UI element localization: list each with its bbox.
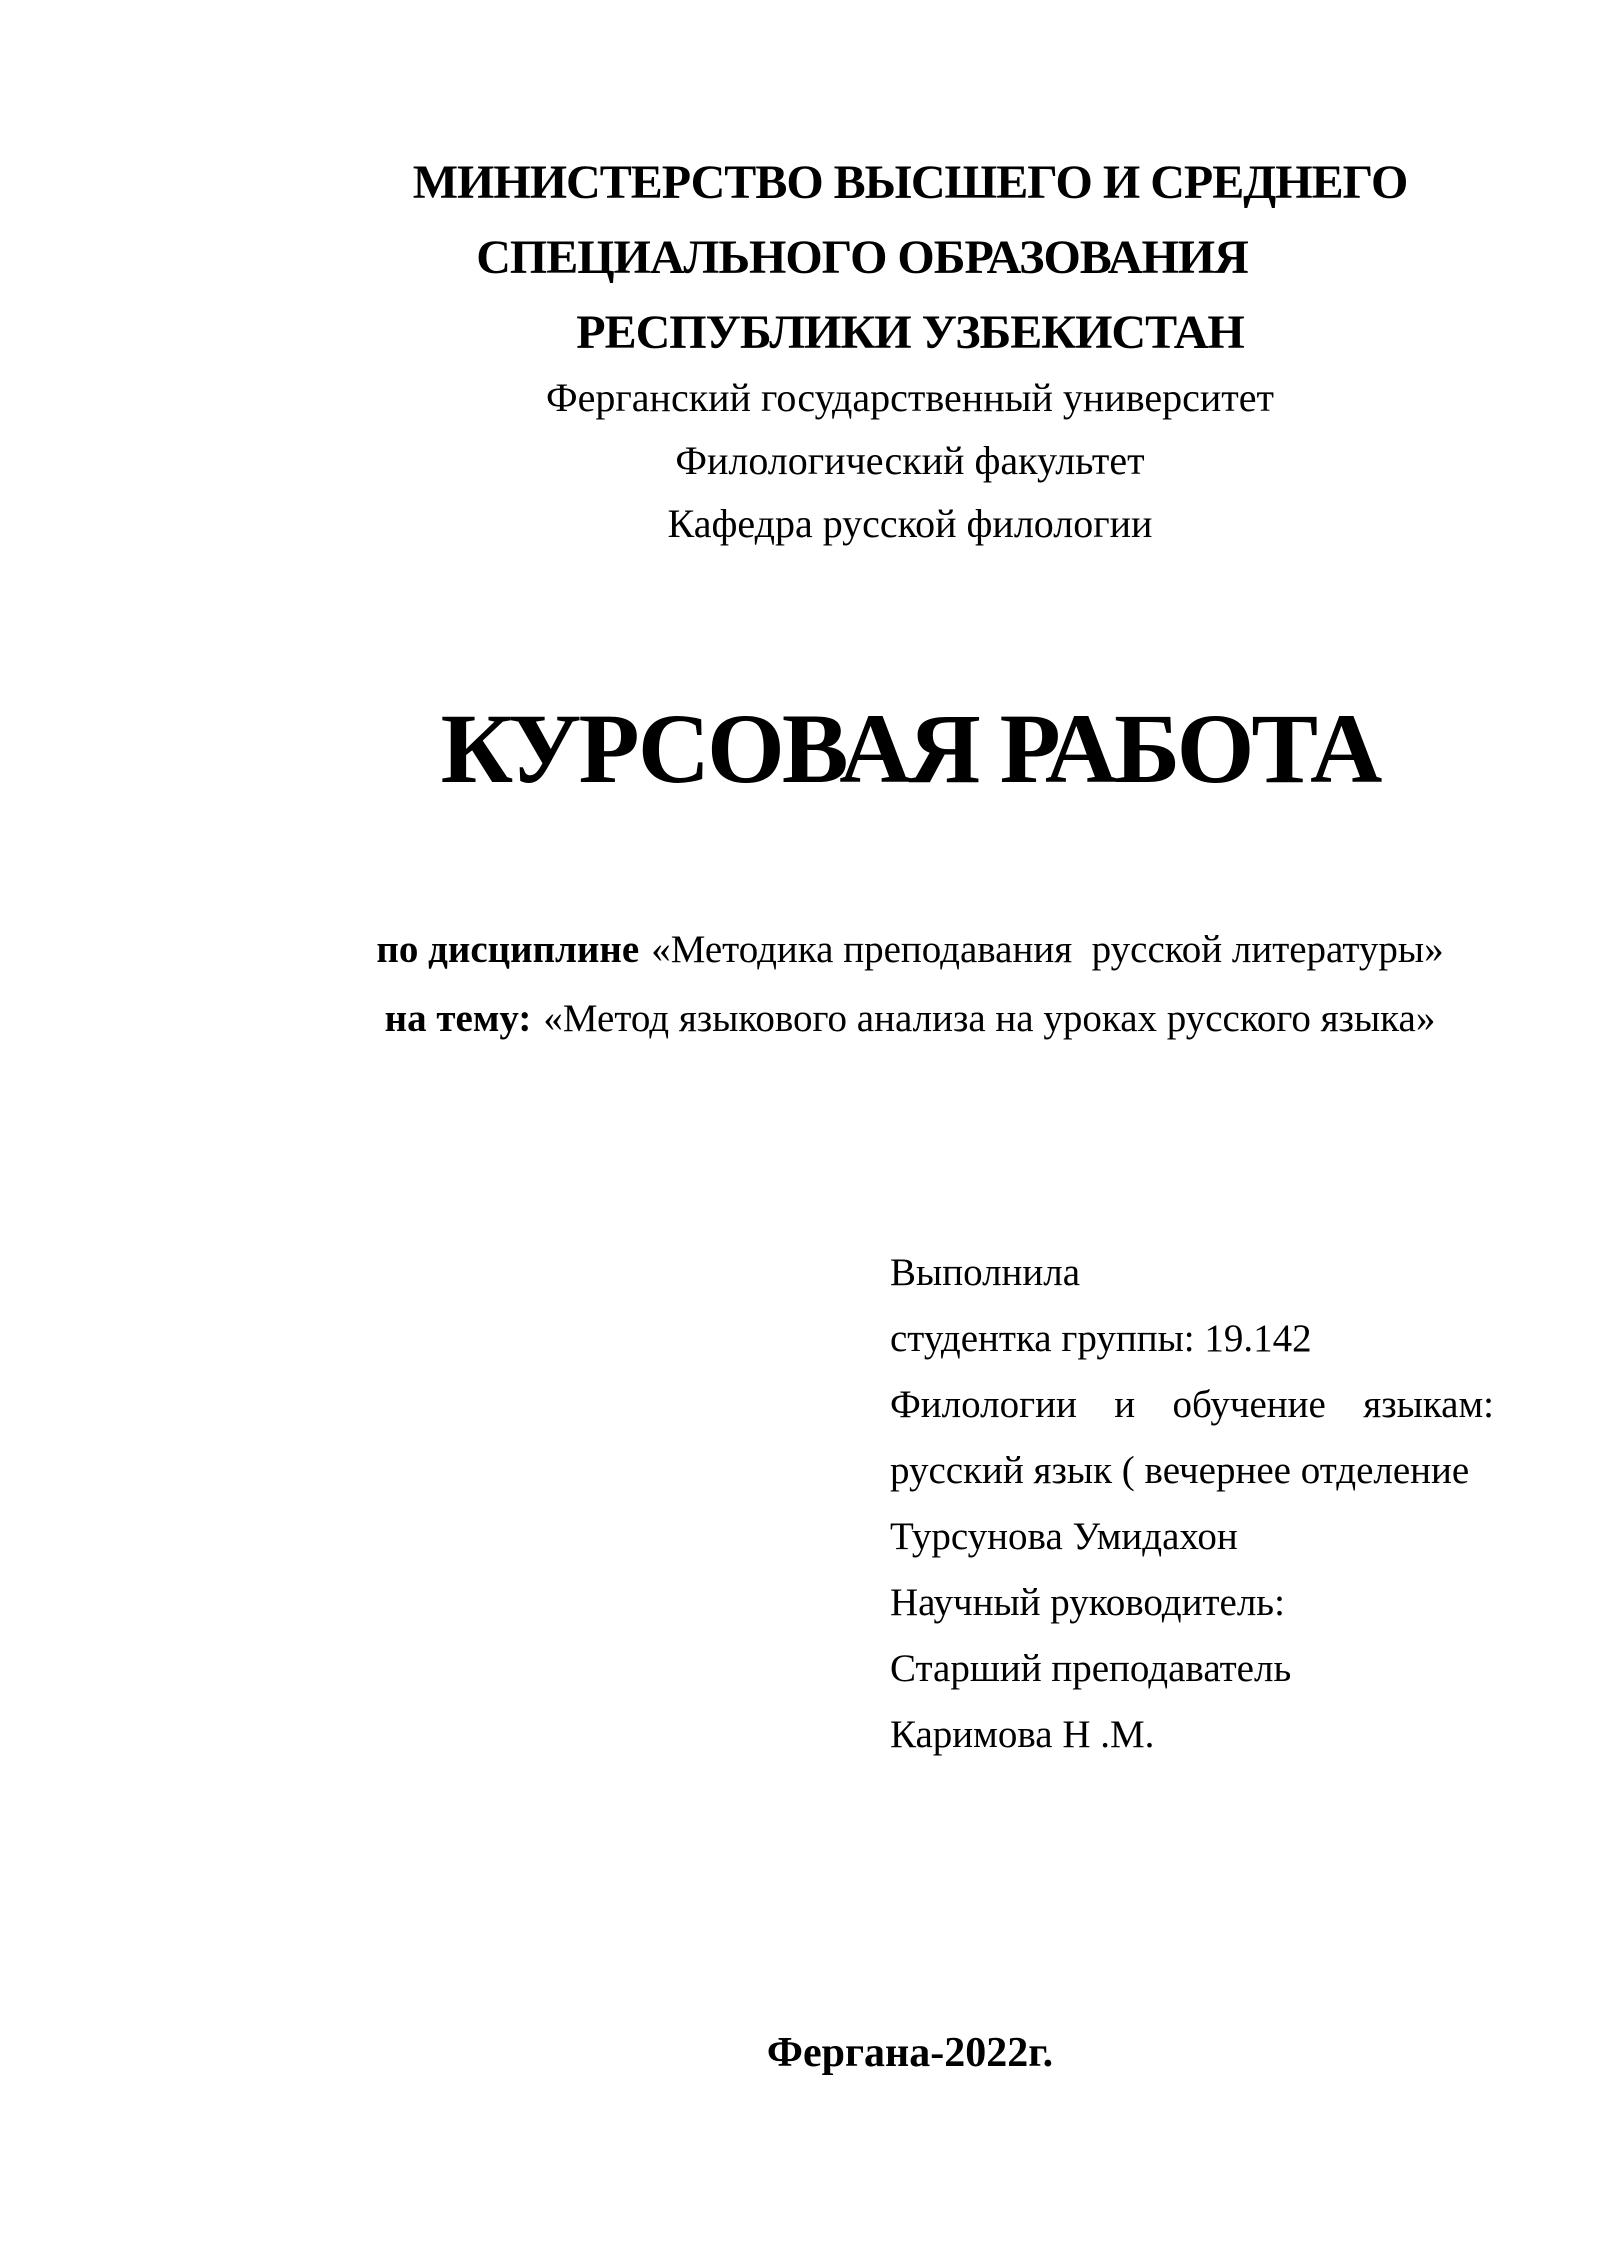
credentials-line-specialty: русский язык ( вечернее отделение	[890, 1449, 1470, 1492]
city-year-line: Фергана-2022г.	[766, 2030, 1054, 2076]
department-line: Кафедра русской филологии	[667, 501, 1153, 546]
credentials-line-student-name: Турсунова Умидахон	[890, 1515, 1238, 1558]
credentials-line-author-role: Выполнила	[890, 1251, 1081, 1294]
course-info	[300, 915, 1520, 1053]
ministry-line-2: СПЕЦИАЛЬНОГО ОБРАЗОВАНИЯ	[476, 231, 1248, 284]
university-heading	[300, 366, 1520, 555]
discipline-value: «Методика преподавания русской литературы»	[651, 928, 1444, 971]
credentials-line-supervisor-name: Каримова Н .М.	[890, 1713, 1155, 1756]
ministry-line-1: МИНИСТЕРСТВО ВЫСШЕГО И СРЕДНЕГО	[412, 156, 1408, 209]
topic-label: на тему:	[384, 997, 532, 1040]
credentials-line-group: студентка группы: 19.142	[890, 1317, 1312, 1360]
discipline-line	[300, 915, 1520, 984]
topic-value: «Метод языкового анализа на уроках русского языка»	[543, 997, 1436, 1040]
credentials-line-supervisor-label: Научный руководитель:	[890, 1581, 1285, 1624]
university-line: Ферганский государственный университет	[546, 375, 1274, 420]
credentials-line-supervisor-rank: Старший преподаватель	[890, 1647, 1292, 1690]
topic-line	[300, 984, 1520, 1053]
main-title: КУРСОВАЯ РАБОТА	[440, 693, 1380, 804]
credentials-line-program: Филологии и обучение языкам:	[890, 1383, 1494, 1426]
ministry-line-3: РЕСПУБЛИКИ УЗБЕКИСТАН	[576, 306, 1244, 359]
faculty-line: Филологический факультет	[675, 438, 1145, 483]
discipline-label: по дисциплине	[376, 928, 640, 971]
credentials-block	[890, 1240, 1494, 1768]
ministry-heading	[300, 145, 1520, 370]
